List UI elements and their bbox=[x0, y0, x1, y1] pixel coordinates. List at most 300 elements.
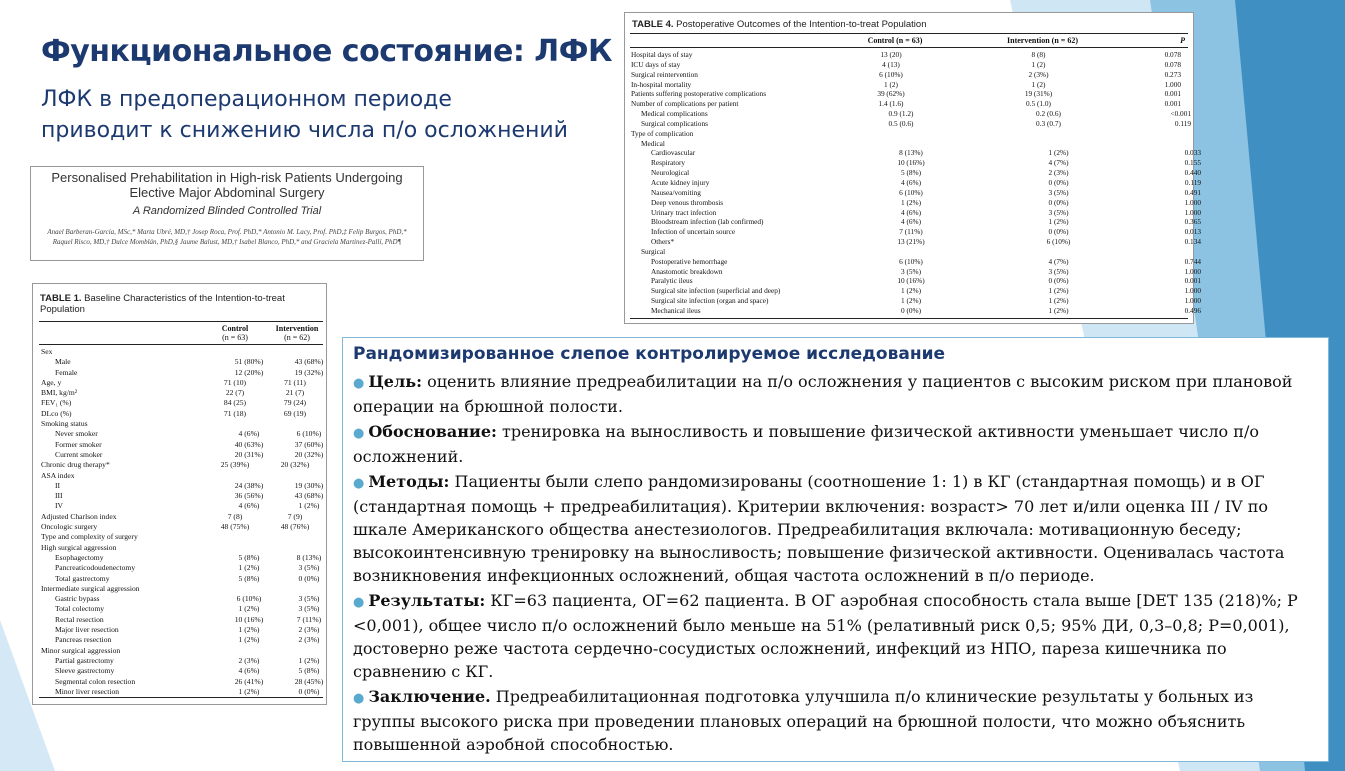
summary-list bbox=[353, 370, 1318, 756]
table1-cell-label: Pancreaticodoudenectomy bbox=[55, 563, 136, 573]
table4-cell-p: 0.013 bbox=[1184, 227, 1201, 237]
table1-cell-intervention: 28 (45%) bbox=[294, 676, 324, 686]
table4-cell-intervention: 1 (2%) bbox=[1048, 286, 1069, 296]
table4-cell-p: 1.000 bbox=[1184, 286, 1201, 296]
table1-cell-intervention: 43 (68%) bbox=[294, 491, 324, 501]
table1-cell-label: Former smoker bbox=[55, 439, 102, 449]
subtitle-line-2: приводит к снижению числа п/о осложнений bbox=[41, 118, 568, 143]
table4-cell-label: Medical bbox=[641, 138, 665, 148]
table4-cell-intervention: 2 (3%) bbox=[1048, 168, 1069, 178]
table-row bbox=[630, 237, 1201, 247]
table4-cell-label: Patients suffering postoperative complications bbox=[631, 89, 767, 99]
table-row bbox=[39, 471, 339, 481]
table1-cell-control: 84 (25) bbox=[223, 398, 247, 408]
table4-cell-label: Paralytic ileus bbox=[651, 276, 693, 286]
summary-item-label: Цель: bbox=[368, 372, 423, 391]
table-row bbox=[630, 80, 1201, 90]
table4-cell-label: Respiratory bbox=[651, 158, 686, 168]
table1-col2-n: (n = 62) bbox=[284, 333, 310, 342]
table4-cell-control: 13 (21%) bbox=[897, 237, 925, 247]
table4-cell-control bbox=[816, 129, 966, 139]
table-row bbox=[630, 99, 1201, 109]
table4-cell-p: 0.134 bbox=[1184, 237, 1201, 247]
bullet-icon: ● bbox=[353, 476, 365, 491]
table4-cell-label: Infection of uncertain source bbox=[651, 227, 736, 237]
table4-cell-label: Surgical bbox=[641, 246, 666, 256]
table1-cell-intervention: 48 (76%) bbox=[280, 522, 310, 532]
table4-cell-control: 1 (2%) bbox=[900, 197, 922, 207]
table-row bbox=[39, 553, 339, 563]
table-row bbox=[39, 522, 339, 532]
table4-cell-label: Hospital days of stay bbox=[631, 50, 693, 59]
table1-cell-control: 7 (8) bbox=[227, 511, 243, 521]
table-row bbox=[39, 378, 339, 388]
table1-cell-intervention: 3 (5%) bbox=[298, 604, 320, 614]
table1-cell-intervention: 3 (5%) bbox=[298, 563, 320, 573]
table4-cell-control bbox=[826, 139, 976, 149]
table-row bbox=[630, 158, 1201, 168]
table1-cell-control bbox=[205, 584, 265, 594]
table1-col-control bbox=[205, 324, 265, 342]
table-row bbox=[630, 148, 1201, 158]
table1-cell-intervention: 37 (60%) bbox=[294, 439, 324, 449]
table4-cell-label: Anastomotic breakdown bbox=[651, 266, 723, 276]
table-row bbox=[39, 687, 339, 697]
table4-cell-control: 7 (11%) bbox=[899, 227, 923, 237]
table1-cell-label: Female bbox=[55, 367, 78, 377]
table4-cell-intervention: 0 (0%) bbox=[1048, 197, 1069, 207]
table4-cell-intervention: 1 (2) bbox=[1031, 59, 1046, 69]
table4-cell-p: <0.001 bbox=[1170, 109, 1191, 119]
table-row bbox=[39, 563, 339, 573]
table-row bbox=[630, 217, 1201, 227]
table-row bbox=[630, 89, 1201, 99]
table4-cell-intervention: 6 (10%) bbox=[1046, 237, 1071, 247]
summary-item-text: Пациенты были слепо рандомизированы (соотношение 1: 1) в КГ (стандартная помощь) и в ОГ (стандартная помощь + предреабилитация). Критерии включения: возраст> 70 лет и/или оценка III / IV по шкале Американского общества анестезиологов. Предреабилитация включала: мотивационную беседу; высокоинтенсивную тренировку на выносливость; повышение физической активности. Оценивалась частота возникновения инфекционных осложнений, общая частота осложнений в п/о периоде. bbox=[353, 472, 1285, 585]
table4-cell-p: 0.119 bbox=[1174, 118, 1191, 128]
table4-cell-intervention: 1 (2%) bbox=[1048, 296, 1069, 306]
table1-cell-control: 36 (56%) bbox=[234, 491, 264, 501]
table-row bbox=[39, 666, 339, 676]
table-row bbox=[39, 604, 339, 614]
table4-cell-p: 1.000 bbox=[1184, 207, 1201, 217]
table1-cell-intervention: 19 (32%) bbox=[294, 367, 324, 377]
table1-cell-control: 1 (2%) bbox=[238, 563, 260, 573]
table4-cell-p: 0.033 bbox=[1184, 148, 1201, 158]
table4-caption-text: Postoperative Outcomes of the Intention-to-treat Population bbox=[676, 19, 927, 30]
table1-cell-control: 1 (2%) bbox=[238, 625, 260, 635]
table-row bbox=[39, 357, 339, 367]
table1-caption-text: Baseline Characteristics of the Intention-to-treat Population bbox=[40, 293, 285, 315]
table-row bbox=[39, 398, 339, 408]
table1-cell-intervention bbox=[265, 543, 325, 553]
table4-cell-label: Number of complications per patient bbox=[631, 99, 739, 109]
table4-cell-label: Urinary tract infection bbox=[651, 207, 717, 217]
table1-cell-control: 4 (6%) bbox=[238, 429, 260, 439]
table1-cell-label: Minor liver resection bbox=[55, 686, 120, 696]
table1-cell-control: 5 (8%) bbox=[238, 573, 260, 583]
table4-cell-intervention: 1 (2%) bbox=[1048, 217, 1069, 227]
table1-cell-label: Age, y bbox=[41, 377, 62, 387]
table4-cell-intervention: 3 (5%) bbox=[1048, 266, 1069, 276]
table-row bbox=[39, 512, 339, 522]
table-row bbox=[630, 286, 1201, 296]
table-row bbox=[630, 70, 1201, 80]
paper-authors: Anael Barberan-Garcia, MSc,* Marta Ubré, MD,† Josep Roca, Prof. PhD,* Antonio M. Lacy, Prof. PhD,‡ Felip Burgos, PhD,* Raquel Risco, MD,† Dulce Momblán, PhD,§ Jaume Balust, MD,† Isabel Blanco, PhD,* and Graciela Martinez-Pallí, PhD¶ bbox=[47, 228, 407, 246]
table4-cell-intervention: 0.3 (0.7) bbox=[1036, 118, 1061, 128]
table1-cell-label: Intermediate surgical aggression bbox=[41, 583, 140, 593]
table4-cell-label: Surgical site infection (superficial and deep) bbox=[651, 286, 781, 296]
table-row bbox=[630, 276, 1201, 286]
table-row bbox=[39, 625, 339, 635]
table1-cell-intervention: 79 (24) bbox=[283, 398, 307, 408]
table4-cell-label: Postoperative hemorrhage bbox=[651, 256, 728, 266]
table-row bbox=[39, 450, 339, 460]
table1-cell-intervention: 0 (0%) bbox=[298, 573, 320, 583]
table-row bbox=[39, 646, 339, 656]
table4-cell-label: Medical complications bbox=[641, 109, 708, 119]
table4-cell-control: 3 (5%) bbox=[900, 266, 922, 276]
table1-cell-intervention bbox=[265, 532, 325, 542]
table1-cell-intervention: 2 (3%) bbox=[298, 635, 320, 645]
table-row bbox=[39, 543, 339, 553]
summary-item-label: Результаты: bbox=[368, 591, 486, 610]
table1-cell-label: Oncologic surgery bbox=[41, 522, 98, 532]
table1-cell-control: 4 (6%) bbox=[238, 666, 260, 676]
table-row bbox=[39, 440, 339, 450]
table4-cell-p: 0.365 bbox=[1184, 217, 1201, 227]
table1-cell-control bbox=[205, 543, 265, 553]
table4-label: TABLE 4. bbox=[632, 19, 674, 30]
table1-cell-control: 40 (63%) bbox=[234, 439, 264, 449]
table4-cell-label: ICU days of stay bbox=[631, 59, 681, 69]
table4-cell-intervention: 3 (5%) bbox=[1048, 207, 1069, 217]
table4-cell-intervention: 1 (2) bbox=[1031, 79, 1046, 89]
summary-item bbox=[353, 370, 1318, 418]
table1-col1-label: Control bbox=[221, 324, 249, 333]
table1-cell-label: Partial gastrectomy bbox=[55, 655, 114, 665]
table1-cell-control: 2 (3%) bbox=[238, 655, 260, 665]
table-row bbox=[39, 501, 339, 511]
table4-cell-p: 0.078 bbox=[1164, 50, 1181, 59]
table1-cell-label: Segmental colon resection bbox=[55, 676, 136, 686]
table4-cell-control: 1 (2%) bbox=[900, 286, 922, 296]
table1-cell-label: II bbox=[55, 480, 61, 490]
table4-cell-intervention: 0 (0%) bbox=[1048, 177, 1069, 187]
table-row bbox=[39, 460, 339, 470]
table1-cell-label: Pancreas resection bbox=[55, 635, 112, 645]
table1-cell-label: FEV₁ (%) bbox=[41, 398, 72, 408]
table4-cell-control: 0.9 (1.2) bbox=[888, 109, 914, 119]
table1-cell-intervention: 19 (30%) bbox=[294, 480, 324, 490]
table4-cell-intervention bbox=[966, 129, 1111, 139]
summary-item-text: тренировка на выносливость и повышение физической активности уменьшает число п/о осложнений. bbox=[353, 422, 1259, 466]
table1-cell-label: Male bbox=[55, 357, 71, 367]
table4-cell-label: Surgical complications bbox=[641, 118, 708, 128]
table1-cell-control bbox=[205, 419, 265, 429]
table1-cell-label: Sleeve gastrectomy bbox=[55, 666, 115, 676]
table1-cell-label: Chronic drug therapy* bbox=[41, 460, 110, 470]
table-row bbox=[39, 656, 339, 666]
table-row bbox=[630, 109, 1201, 119]
table1-cell-label: IV bbox=[55, 501, 64, 511]
table4-cell-p: 0.440 bbox=[1184, 168, 1201, 178]
table1-cell-control: 71 (18) bbox=[223, 408, 247, 418]
table1-cell-intervention: 7 (9) bbox=[287, 511, 303, 521]
table4-cell-control: 10 (16%) bbox=[897, 276, 925, 286]
table1-cell-intervention: 69 (19) bbox=[283, 408, 307, 418]
table-row bbox=[630, 247, 1201, 257]
table4-cell-control: 6 (10%) bbox=[879, 69, 903, 79]
table4-cell-p: 0.491 bbox=[1184, 187, 1201, 197]
table4-cell-intervention bbox=[976, 139, 1121, 149]
table1-cell-label: ASA index bbox=[41, 470, 75, 480]
table4-cell-control: 6 (10%) bbox=[899, 256, 923, 266]
table1-cell-label: Never smoker bbox=[55, 429, 98, 439]
table4-cell-p: 0.273 bbox=[1164, 69, 1181, 79]
table4-body bbox=[630, 50, 1201, 316]
table1-cell-label: Type and complexity of surgery bbox=[41, 532, 138, 542]
table4-cell-control: 0.5 (0.6) bbox=[888, 118, 914, 128]
table4-cell-control: 4 (13) bbox=[882, 59, 900, 69]
table1-cell-intervention: 3 (5%) bbox=[298, 594, 320, 604]
table1-cell-label: Current smoker bbox=[55, 449, 103, 459]
paper-header bbox=[30, 166, 424, 261]
paper-title-line-1: Personalised Prehabilitation in High-risk Patients Undergoing bbox=[51, 170, 403, 185]
table-row bbox=[39, 615, 339, 625]
table1-body bbox=[39, 347, 339, 697]
table4-bottom-rule bbox=[630, 318, 1188, 319]
table1-cell-intervention bbox=[265, 584, 325, 594]
table4-cell-control: 6 (10%) bbox=[899, 187, 923, 197]
table-row bbox=[630, 129, 1201, 139]
table4-cell-p bbox=[1111, 129, 1181, 139]
paper-title-line-2: Elective Major Abdominal Surgery bbox=[129, 185, 325, 200]
table1-cell-intervention bbox=[265, 646, 325, 656]
table1-cell-control bbox=[205, 471, 265, 481]
table-row bbox=[39, 677, 339, 687]
table4-cell-intervention: 4 (7%) bbox=[1048, 158, 1069, 168]
table4-cell-intervention: 0.2 (0.6) bbox=[1036, 109, 1061, 119]
table4-cell-intervention: 0 (0%) bbox=[1048, 227, 1069, 237]
table4-cell-control: 4 (6%) bbox=[900, 207, 922, 217]
table1-cell-label: Adjusted Charlson index bbox=[41, 511, 117, 521]
table-row bbox=[630, 306, 1201, 316]
table4-cell-label: Type of complication bbox=[631, 128, 694, 138]
table4-cell-intervention: 4 (7%) bbox=[1048, 256, 1069, 266]
table4-cell-p: 1.000 bbox=[1184, 296, 1201, 306]
table4-cell-control bbox=[826, 247, 976, 257]
table1-cell-label: DLco (%) bbox=[41, 408, 72, 418]
table1-cell-label: Esophagectomy bbox=[55, 552, 104, 562]
table1-cell-control: 48 (75%) bbox=[220, 522, 250, 532]
paper-title bbox=[31, 170, 423, 200]
table4-cell-label: In-hospital mortality bbox=[631, 79, 692, 89]
table-row bbox=[630, 188, 1201, 198]
table1-cell-intervention: 7 (11%) bbox=[296, 614, 322, 624]
table4-col-control: Control (n = 63) bbox=[867, 36, 923, 45]
table-row bbox=[39, 532, 339, 542]
table1-cell-control bbox=[205, 347, 265, 357]
summary-item-label: Заключение. bbox=[368, 687, 491, 706]
table1-header bbox=[39, 321, 323, 345]
table4-cell-intervention: 1 (2%) bbox=[1048, 148, 1069, 158]
summary-item bbox=[353, 470, 1318, 587]
table1-cell-intervention: 20 (32%) bbox=[294, 449, 324, 459]
slide-title: Функциональное состояние: ЛФК bbox=[41, 34, 612, 69]
table1-cell-control: 1 (2%) bbox=[238, 604, 260, 614]
table1-cell-control: 5 (8%) bbox=[238, 552, 260, 562]
table-row bbox=[39, 429, 339, 439]
bullet-icon: ● bbox=[353, 595, 365, 610]
summary-heading: Рандомизированное слепое контролируемое исследование bbox=[353, 344, 946, 364]
table1-cell-label: Rectal resection bbox=[55, 614, 104, 624]
slide-subtitle bbox=[41, 84, 568, 146]
table-row bbox=[39, 584, 339, 594]
table4-cell-p: 0.078 bbox=[1164, 59, 1181, 69]
table-row bbox=[39, 388, 339, 398]
table1-cell-label: Gastric bypass bbox=[55, 594, 100, 604]
table4-col-intervention: Intervention (n = 62) bbox=[1007, 36, 1078, 45]
table4-cell-p: 0.744 bbox=[1184, 256, 1201, 266]
table-row bbox=[630, 257, 1201, 267]
table1-cell-intervention: 1 (2%) bbox=[298, 655, 320, 665]
table-row bbox=[39, 368, 339, 378]
table4-cell-p: 0.155 bbox=[1184, 158, 1201, 168]
summary-item bbox=[353, 685, 1318, 756]
table-row bbox=[630, 60, 1201, 70]
table-row bbox=[39, 419, 339, 429]
table4-cell-control: 13 (20) bbox=[880, 50, 902, 59]
table4-cell-p: 0.496 bbox=[1184, 305, 1201, 315]
table4-cell-label: Nausea/vomiting bbox=[651, 187, 701, 197]
table4-cell-control: 1 (2%) bbox=[900, 296, 922, 306]
table4-cell-control: 1.4 (1.6) bbox=[878, 99, 904, 109]
table4-cell-p bbox=[1121, 247, 1191, 257]
table1-cell-label: Smoking status bbox=[41, 419, 88, 429]
table1-cell-label: Minor surgical aggression bbox=[41, 645, 121, 655]
table1-cell-intervention: 8 (13%) bbox=[296, 552, 322, 562]
table1-cell-intervention: 43 (68%) bbox=[294, 357, 324, 367]
table4-col-p: P bbox=[1180, 36, 1185, 45]
table-row bbox=[630, 296, 1201, 306]
table-row bbox=[39, 409, 339, 419]
table1-bottom-rule bbox=[39, 697, 323, 698]
table-row bbox=[39, 574, 339, 584]
table-row bbox=[39, 347, 339, 357]
table4-cell-intervention: 2 (3%) bbox=[1028, 69, 1049, 79]
paper-subtitle: A Randomized Blinded Controlled Trial bbox=[132, 205, 322, 217]
table4-header bbox=[630, 33, 1188, 48]
table1-cell-intervention: 0 (0%) bbox=[298, 686, 320, 696]
summary-item-text: оценить влияние предреабилитации на п/о осложнения у пациентов с высоким риском при плановой операции на брюшной полости. bbox=[353, 372, 1293, 416]
table4-cell-intervention: 19 (31%) bbox=[1024, 89, 1053, 99]
table1-cell-intervention: 21 (7) bbox=[285, 388, 305, 398]
table4-cell-intervention: 0 (0%) bbox=[1048, 276, 1069, 286]
table4-cell-label: Surgical site infection (organ and space) bbox=[651, 296, 769, 306]
table4-cell-p: 0.001 bbox=[1164, 89, 1181, 99]
table4-cell-control: 1 (2) bbox=[884, 79, 898, 89]
table4-cell-intervention bbox=[976, 247, 1121, 257]
summary-item-text: КГ=63 пациента, ОГ=62 пациента. В ОГ аэробная способность стала выше [DET 135 (218)%; P <0,001), общее число п/о осложнений было меньше на 51% (релативный риск 0,5; 95% ДИ, 0,3–0,8; P=0,001), достоверно реже частота сердечно-сосудистых осложнений, инфекций из НПО, пареза кишечника по сравнению с КГ. bbox=[353, 591, 1298, 681]
summary-item-text: Предреабилитационная подготовка улучшила п/о клинические результаты у больных из группы высокого риска при проведении плановых операций на брюшной полости, что можно объяснить повышенной аэробной способностью. bbox=[353, 687, 1254, 754]
table1-cell-intervention bbox=[265, 471, 325, 481]
table1-cell-control: 1 (2%) bbox=[238, 686, 260, 696]
table-row bbox=[39, 491, 339, 501]
table4-cell-control: 10 (16%) bbox=[897, 158, 925, 168]
summary-item-label: Методы: bbox=[368, 472, 450, 491]
table1-cell-label: III bbox=[55, 491, 63, 501]
table-row bbox=[39, 635, 339, 645]
table-row bbox=[630, 208, 1201, 218]
table1-cell-control: 71 (10) bbox=[223, 377, 247, 387]
table1-cell-label: Major liver resection bbox=[55, 625, 119, 635]
table-baseline bbox=[32, 283, 327, 705]
table4-cell-control: 4 (6%) bbox=[900, 217, 922, 227]
table1-cell-label: Total gastrectomy bbox=[55, 573, 110, 583]
table4-cell-control: 8 (13%) bbox=[899, 148, 923, 158]
table1-cell-intervention: 6 (10%) bbox=[296, 429, 322, 439]
table-row bbox=[39, 481, 339, 491]
summary-item-label: Обоснование: bbox=[368, 422, 497, 441]
table1-cell-intervention: 2 (3%) bbox=[298, 625, 320, 635]
bullet-icon: ● bbox=[353, 376, 365, 391]
table4-cell-control: 5 (8%) bbox=[900, 168, 922, 178]
table-row bbox=[630, 178, 1201, 188]
table1-cell-intervention: 71 (11) bbox=[284, 377, 306, 387]
table4-cell-label: Others* bbox=[651, 237, 675, 247]
table-row bbox=[630, 50, 1201, 60]
table4-cell-intervention: 3 (5%) bbox=[1048, 187, 1069, 197]
table1-cell-control: 24 (38%) bbox=[234, 480, 264, 490]
table4-cell-label: Deep venous thrombosis bbox=[651, 197, 724, 207]
table1-col-intervention bbox=[267, 324, 327, 342]
table-row bbox=[630, 198, 1201, 208]
table1-cell-control: 20 (31%) bbox=[234, 449, 264, 459]
table1-cell-label: High surgical aggression bbox=[41, 542, 117, 552]
table1-cell-intervention bbox=[265, 347, 325, 357]
table4-cell-label: Cardiovascular bbox=[651, 148, 696, 158]
table1-cell-intervention: 20 (32%) bbox=[280, 460, 310, 470]
table4-cell-control: 39 (62%) bbox=[877, 89, 905, 99]
bullet-icon: ● bbox=[353, 691, 365, 706]
table4-cell-p: 0.119 bbox=[1184, 177, 1201, 187]
table4-cell-intervention: 0.5 (1.0) bbox=[1026, 99, 1051, 109]
table1-cell-label: BMI, kg/m² bbox=[41, 388, 78, 398]
table1-cell-label: Sex bbox=[41, 347, 53, 356]
table1-cell-label: Total colectomy bbox=[55, 604, 105, 614]
table1-cell-control: 12 (20%) bbox=[234, 367, 264, 377]
table1-cell-control bbox=[205, 532, 265, 542]
table1-col1-n: (n = 63) bbox=[222, 333, 248, 342]
table1-cell-control: 1 (2%) bbox=[238, 635, 260, 645]
table4-cell-label: Bloodstream infection (lab confirmed) bbox=[651, 217, 764, 227]
table-row bbox=[630, 139, 1201, 149]
table-row bbox=[630, 267, 1201, 277]
table4-cell-p bbox=[1121, 139, 1191, 149]
table1-cell-control: 22 (7) bbox=[225, 388, 245, 398]
table4-cell-label: Acute kidney injury bbox=[651, 177, 710, 187]
summary-item bbox=[353, 420, 1318, 468]
table1-cell-intervention bbox=[265, 419, 325, 429]
table1-cell-control: 10 (16%) bbox=[234, 614, 264, 624]
subtitle-line-1: ЛФК в предоперационном периоде bbox=[41, 87, 452, 112]
table4-cell-p: 1.000 bbox=[1184, 266, 1201, 276]
table1-cell-control: 25 (39%) bbox=[220, 460, 250, 470]
table-row bbox=[630, 227, 1201, 237]
table-row bbox=[39, 594, 339, 604]
table4-caption bbox=[632, 19, 926, 30]
